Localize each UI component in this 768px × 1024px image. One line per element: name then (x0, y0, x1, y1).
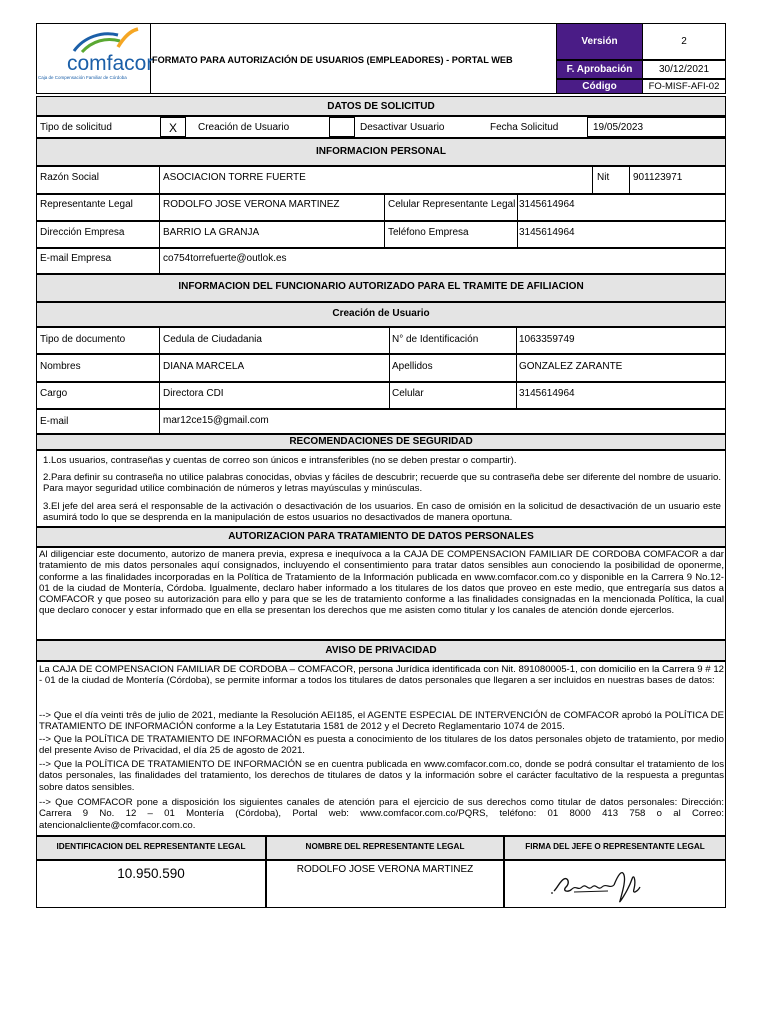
signature-image (548, 861, 648, 907)
logo (38, 25, 154, 85)
cargo-label: Cargo (40, 388, 68, 399)
section-autorizacion: AUTORIZACION PARA TRATAMIENTO DE DATOS PERSONALES (36, 527, 726, 547)
doc-type-label: Tipo de documento (40, 334, 126, 345)
apellidos-label: Apellidos (392, 361, 433, 372)
form-title: FORMATO PARA AUTORIZACIÓN DE USUARIOS (EMPLEADORES) - PORTAL WEB (152, 55, 513, 65)
logo-text: comfacor (67, 52, 154, 75)
nombres-label: Nombres (40, 361, 81, 372)
deactivate-user-label: Desactivar Usuario (360, 122, 445, 133)
approval-label: F. Aprobación (556, 60, 643, 79)
id-rep-header: IDENTIFICACION DEL REPRESENTANTE LEGAL (36, 836, 266, 860)
email-empresa-label: E-mail Empresa (40, 253, 112, 264)
id-rep-value: 10.950.590 (117, 866, 185, 881)
code-value: FO-MISF-AFI-02 (642, 79, 726, 94)
telefono-value: 3145614964 (519, 227, 575, 238)
razon-social-label: Razón Social (40, 172, 99, 183)
section-seguridad: RECOMENDACIONES DE SEGURIDAD (36, 434, 726, 450)
privacidad-p2: --> Que la POLÍTICA DE TRATAMIENTO DE INFORMACIÓN es puesta a conocimiento de los titulares de los datos personales objeto de tratamiento, por medio del presente Aviso de Privacidad, el día 25 de agosto de 2021. (39, 734, 724, 757)
seguridad-item-2: 2.Para definir su contraseña no utilice palabras conocidas, obvias y fáciles de descubrir; recuerde que su contraseña debe ser diferente del nombre de usuario. Para mayor seguridad utilice combinación de números y letras mayúsculas y minúsculas. (43, 472, 721, 495)
version-label: Versión (556, 23, 643, 60)
section-funcionario: INFORMACION DEL FUNCIONARIO AUTORIZADO PARA EL TRAMITE DE AFILIACION (36, 274, 726, 302)
request-date-label: Fecha Solicitud (490, 122, 559, 133)
deactivate-user-checkbox[interactable] (329, 117, 355, 137)
rep-legal-label: Representante Legal (40, 199, 133, 210)
version-value: 2 (642, 23, 726, 60)
seguridad-item-1: 1.Los usuarios, contraseñas y cuentas de correo son únicos e intransferibles (no se deben prestar o compartir). (43, 455, 517, 466)
telefono-label: Teléfono Empresa (388, 227, 469, 238)
nit-value: 901123971 (633, 172, 683, 183)
section-datos-solicitud: DATOS DE SOLICITUD (36, 96, 726, 116)
sign-header: FIRMA DEL JEFE O REPRESENTANTE LEGAL (504, 836, 726, 860)
cargo-value: Directora CDI (163, 388, 224, 399)
email-func-label: E-mail (40, 416, 69, 427)
direccion-label: Dirección Empresa (40, 227, 125, 238)
direccion-value: BARRIO LA GRANJA (163, 227, 260, 238)
request-date-value: 19/05/2023 (593, 122, 644, 133)
celular-value: 3145614964 (519, 388, 575, 399)
section-informacion-personal: INFORMACION PERSONAL (36, 138, 726, 166)
nit-label: Nit (597, 172, 610, 183)
celular-label: Celular (392, 388, 424, 399)
privacidad-p4: --> Que COMFACOR pone a disposición los siguientes canales de atención para el ejercicio de sus derechos como titular de datos personales: Dirección: Carrera 9 No. 12 – 01 Montería (Córdoba), Portal web: www.comfacor.com.co/PQRS, teléfono: 01 8000 413 758 o al Correo: atencionalcliente@comfacor.com.co. (39, 797, 724, 831)
logo-swoosh-icon (38, 25, 148, 55)
autorizacion-text: Al diligenciar este documento, autorizo de manera previa, expresa e inequívoca a la CAJA DE COMPENSACION FAMILIAR DE CORDOBA COMFACOR a dar tratamiento de mis datos personales aquí consignados, incluyendo el consentimiento para tratar datos sensibles aun conociendo la posibilidad de oponerme, conforme a las finalidades incorporadas en la Política de Tratamiento de la Información publicada en www.comfacor.com.co y disponible en la Carrera 9 No.12-01 de la ciudad de Montería, Córdoba. Igualmente, declaro haber informado a los titulares de los datos que proveo en este medio, que entregaría sus datos a COMFACOR y que poseo su autorización para ello y para que se les de tratamiento conforme a las finalidades consignadas en la mencionada Política, la cual que declaro conocer y estar informado que en ella se presentan los derechos que me asisten como titular y los canales de atención donde ejercerlos. (39, 549, 724, 617)
razon-social-value: ASOCIACION TORRE FUERTE (163, 172, 306, 183)
subsection-creacion-usuario: Creación de Usuario (36, 302, 726, 327)
privacidad-p1: --> Que el día veinti três de julio de 2021, mediante la Resolución AEI185, el AGENTE ESPECIAL DE INTERVENCIÓN de COMFACOR aprobó la POLÍTICA DE TRATAMIENTO DE INFORMACIÓN conforme a la Ley Estatutaria 1581 de 2012 y el Decreto Reglamentario 1074 de 2015. (39, 710, 724, 733)
logo-tagline: Caja de Compensación Familiar de Córdoba (38, 75, 127, 80)
privacidad-p3: --> Que la POLÍTICA DE TRATAMIENTO DE INFORMACIÓN se en cuentra publicada en www.comfacor.com.co, donde se podrá consultar el tratamiento de los datos personales, las finalidades del tratamiento, los derechos de titulares de datos y la información sobre el carácter facultativo de la respuesta a preguntas sobre datos sensibles. (39, 759, 724, 793)
create-user-checkbox[interactable]: X (160, 117, 186, 137)
apellidos-value: GONZALEZ ZARANTE (519, 361, 623, 372)
code-label: Código (556, 79, 643, 94)
solicitud-type-label: Tipo de solicitud (40, 122, 112, 133)
name-rep-value: RODOLFO JOSE VERONA MARTINEZ (296, 864, 474, 875)
create-user-label: Creación de Usuario (198, 122, 290, 133)
privacidad-intro: La CAJA DE COMPENSACION FAMILIAR DE CORDOBA – COMFACOR, persona Jurídica identificada con Nit. 891080005-1, con domicilio en la Carrera 9 # 12 - 01 de la ciudad de Montería (Córdoba), se permite informar a todos los titulares de datos personales que llegaren a ser incluidos en nuestras bases de datos: (39, 664, 724, 687)
section-privacidad: AVISO DE PRIVACIDAD (36, 640, 726, 661)
id-number-label: N° de Identificación (392, 334, 479, 345)
id-number-value: 1063359749 (519, 334, 575, 345)
cel-rep-label: Celular Representante Legal (388, 199, 516, 210)
seguridad-item-3: 3.El jefe del area será el responsable de la activación o desactivación de los usuarios. En caso de omisión en la solicitud de desactivación de un usuario este asumirá todo lo que se desprenda en la manipulación de estos usuarios no desactivados de manera oportuna. (43, 501, 721, 524)
email-func-value: mar12ce15@gmail.com (163, 415, 269, 426)
rep-legal-value: RODOLFO JOSE VERONA MARTINEZ (163, 199, 340, 210)
approval-value: 30/12/2021 (642, 60, 726, 79)
name-rep-header: NOMBRE DEL REPRESENTANTE LEGAL (266, 836, 504, 860)
cel-rep-value: 3145614964 (519, 199, 575, 210)
nombres-value: DIANA MARCELA (163, 361, 245, 372)
email-empresa-value: co754torrefuerte@outlok.es (163, 253, 287, 264)
doc-type-value: Cedula de Ciudadania (163, 334, 262, 345)
